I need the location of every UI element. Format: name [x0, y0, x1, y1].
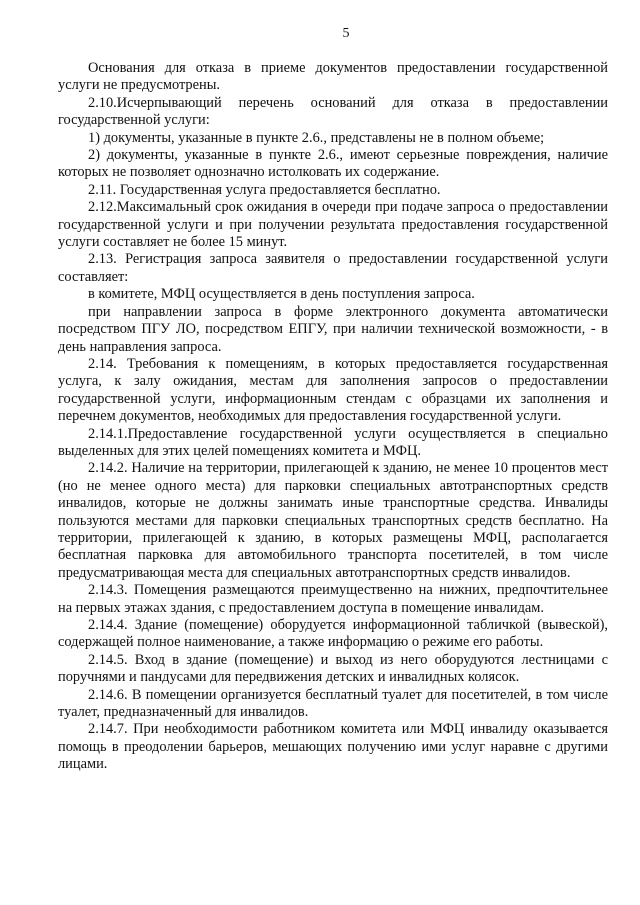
paragraph-2: 2.10.Исчерпывающий перечень оснований для отказа в предоставлении государственной услуги:	[58, 94, 608, 129]
paragraph-7: 2.13. Регистрация запроса заявителя о предоставлении государственной услуги составляет:	[58, 251, 608, 285]
paragraph-16: 2.14.6. В помещении организуется бесплатный туалет для посетителей, в том числе туалет, предназначенный для инвалидов.	[58, 686, 608, 721]
paragraph-1: Основания для отказа в приеме документов предоставлении государственной услуги не предусмотрены.	[58, 60, 608, 94]
paragraph-6: 2.12.Максимальный срок ожидания в очереди при подаче запроса о предоставлении государственной услуги и при получении результата предоставления государственной услуги составляет не более 15 минут.	[58, 199, 608, 251]
paragraph-4: 2) документы, указанные в пункте 2.6., имеют серьезные повреждения, наличие которых не позволяет однозначно истолковать их содержание.	[58, 147, 608, 181]
paragraph-12: 2.14.2. Наличие на территории, прилегающей к зданию, не менее 10 процентов мест (но не менее одного места) для парковки специальных автотранспортных средств инвалидов, которые не должны занимать иные транспортные средства. Инвалиды пользуются местами для парковки специальных транспортных средств бесплатно. На территории, прилегающей к зданию, в которых размещены МФЦ, располагается бесплатная парковка для автомобильного транспорта посетителей, в том числе предусматривающая места для специальных автотранспортных средств инвалидов.	[58, 460, 608, 581]
page-number: 5	[342, 26, 350, 41]
paragraph-14: 2.14.4. Здание (помещение) оборудуется информационной табличкой (вывеской), содержащей полное наименование, а также информацию о режиме его работы.	[58, 617, 608, 651]
paragraph-8: в комитете, МФЦ осуществляется в день поступления запроса.	[88, 286, 475, 303]
document-body	[58, 60, 608, 774]
paragraph-17: 2.14.7. При необходимости работником комитета или МФЦ инвалиду оказывается помощь в преодолении барьеров, мешающих получению ими услуг наравне с другими лицами.	[58, 721, 608, 773]
paragraph-9: при направлении запроса в форме электронного документа автоматически посредством ПГУ ЛО, посредством ЕПГУ, при наличии технической возможности, - в день направления запроса.	[58, 303, 608, 355]
paragraph-10: 2.14. Требования к помещениям, в которых предоставляется государственная услуга, к залу ожидания, местам для заполнения запросов о предоставлении государственной услуги, информационным стендам с образцами их заполнения и перечнем документов, необходимых для предоставления государственной услуги.	[58, 355, 608, 425]
paragraph-5: 2.11. Государственная услуга предоставляется бесплатно.	[88, 181, 441, 198]
paragraph-15: 2.14.5. Вход в здание (помещение) и выход из него оборудуются лестницами с поручнями и пандусами для передвижения детских и инвалидных колясок.	[58, 651, 608, 686]
paragraph-11: 2.14.1.Предоставление государственной услуги осуществляется в специально выделенных для этих целей помещениях комитета и МФЦ.	[58, 425, 608, 459]
paragraph-3: 1) документы, указанные в пункте 2.6., представлены не в полном объеме;	[88, 129, 545, 146]
paragraph-13: 2.14.3. Помещения размещаются преимущественно на нижних, предпочтительнее на первых этажах здания, с предоставлением доступа в помещение инвалидам.	[58, 582, 608, 616]
